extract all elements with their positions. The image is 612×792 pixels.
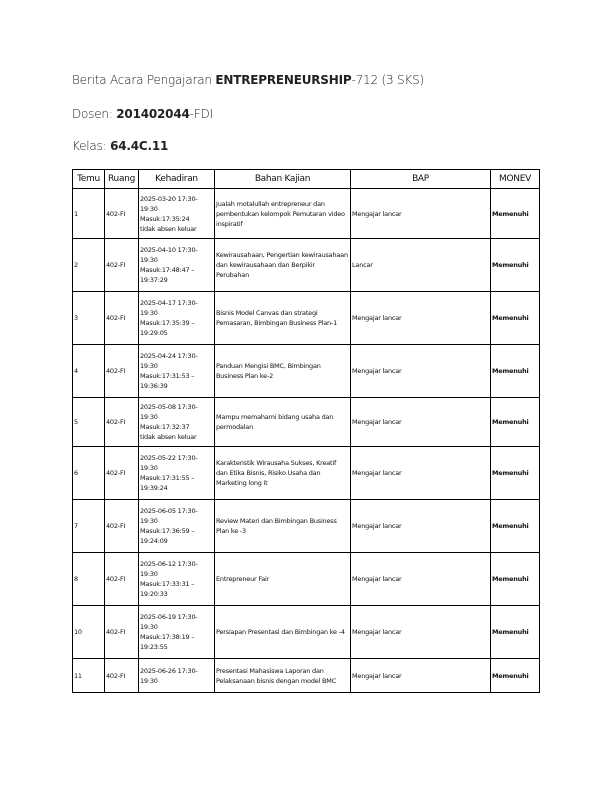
cell-bap: Lancar <box>351 239 491 292</box>
masuk-text: Masuk:17:35:39 – <box>140 319 195 327</box>
header-bahan-kajian: Bahan Kajian <box>215 170 351 189</box>
cell-ruang: 402-FI <box>105 553 139 606</box>
jadwal-text: 2025-03-20 17:30-19:30 <box>140 194 198 213</box>
course-code: -712 (3 SKS) <box>351 73 425 87</box>
cell-monev: Memenuhi <box>491 239 540 292</box>
table-row <box>73 447 540 500</box>
cell-bap: Mengajar lancar <box>351 345 491 398</box>
course-name: ENTREPRENEURSHIP <box>215 73 352 87</box>
cell-bap: Mengajar lancar <box>351 292 491 345</box>
cell-kehadiran <box>139 345 215 398</box>
header-monev: MONEV <box>491 170 540 189</box>
cell-monev: Memenuhi <box>491 606 540 659</box>
cell-kehadiran <box>139 553 215 606</box>
cell-bap: Mengajar lancar <box>351 659 491 693</box>
cell-bahan-kajian: Review Materi dan Bimbingan Business Plan ke -3 <box>215 500 351 553</box>
table-row <box>73 659 540 693</box>
header-bap: BAP <box>351 170 491 189</box>
header-temu: Temu <box>73 170 105 189</box>
masuk-text: Masuk:17:35:24 <box>140 214 190 223</box>
masuk-text: Masuk:17:36:59 – <box>140 527 195 535</box>
masuk-text: Masuk:17:32:37 <box>140 423 190 431</box>
cell-bap: Mengajar lancar <box>351 553 491 606</box>
table-row <box>73 292 540 345</box>
cell-bap: Mengajar lancar <box>351 500 491 553</box>
keluar-text: tidak absen keluar <box>140 224 197 233</box>
cell-bahan-kajian: Persiapan Presentasi dan Bimbingan ke -4 <box>215 606 351 659</box>
keluar-text: 19:24:09 <box>140 537 168 545</box>
cell-temu: 7 <box>73 500 105 553</box>
table-row <box>73 398 540 447</box>
cell-bahan-kajian: Entrepreneur Fair <box>215 553 351 606</box>
cell-kehadiran <box>139 239 215 292</box>
table-header-row <box>73 170 540 189</box>
cell-bahan-kajian: Presentasi Mahasiswa Laporan dan Pelaksanaan bisnis dengan model BMC <box>215 659 351 693</box>
cell-bahan-kajian: Panduan Mengisi BMC, Bimbingan Business Plan ke-2 <box>215 345 351 398</box>
cell-ruang: 402-FI <box>105 189 139 239</box>
table-row <box>73 606 540 659</box>
cell-monev: Memenuhi <box>491 398 540 447</box>
cell-ruang: 402-FI <box>105 659 139 693</box>
cell-monev: Memenuhi <box>491 447 540 500</box>
table-row <box>73 500 540 553</box>
attendance-table <box>72 169 540 693</box>
keluar-text: 19:39:24 <box>140 484 168 492</box>
table-row <box>73 345 540 398</box>
cell-temu: 3 <box>73 292 105 345</box>
cell-ruang: 402-FI <box>105 500 139 553</box>
cell-monev: Memenuhi <box>491 292 540 345</box>
cell-bahan-kajian: Karakteristik Wirausaha Sukses, Kreatif dan Etika Bisnis, Risiko Usaha dan Marketing long it <box>215 447 351 500</box>
cell-temu: 1 <box>73 189 105 239</box>
cell-temu: 10 <box>73 606 105 659</box>
jadwal-text: 2025-04-17 17:30-19:30 <box>140 299 198 317</box>
jadwal-text: 2025-06-05 17:30-19:30 <box>140 507 198 525</box>
cell-ruang: 402-FI <box>105 398 139 447</box>
cell-kehadiran <box>139 659 215 693</box>
kelas-label: Kelas: <box>72 139 111 153</box>
jadwal-text: 2025-05-08 17:30-19:30 <box>140 403 198 421</box>
cell-temu: 2 <box>73 239 105 292</box>
jadwal-text: 2025-06-19 17:30-19:30 <box>140 613 198 631</box>
dosen-label: Dosen: <box>72 107 117 121</box>
keluar-text: 19:36:39 <box>140 382 168 390</box>
dosen-line <box>72 107 213 121</box>
table-row <box>73 239 540 292</box>
dosen-code: -FDI <box>189 107 213 121</box>
cell-monev: Memenuhi <box>491 659 540 693</box>
masuk-text: Masuk:17:31:53 – <box>140 372 195 380</box>
masuk-text: Masuk:17:31:55 – <box>140 474 195 482</box>
keluar-text: 19:23:55 <box>140 643 168 651</box>
jadwal-text: 2025-04-24 17:30-19:30 <box>140 352 198 370</box>
masuk-text: Masuk:17:33:31 – <box>140 580 195 588</box>
cell-bahan-kajian: Mampu memahami bidang usaha dan permodalan <box>215 398 351 447</box>
cell-kehadiran <box>139 292 215 345</box>
cell-temu: 6 <box>73 447 105 500</box>
jadwal-text: 2025-05-22 17:30-19:30 <box>140 454 198 472</box>
cell-bap: Mengajar lancar <box>351 447 491 500</box>
cell-kehadiran <box>139 189 215 239</box>
cell-bahan-kajian: Bisnis Model Canvas dan strategi Pemasaran, Bimbingan Business Plan-1 <box>215 292 351 345</box>
cell-temu: 5 <box>73 398 105 447</box>
cell-bap: Mengajar lancar <box>351 398 491 447</box>
cell-kehadiran <box>139 500 215 553</box>
keluar-text: 19:37:29 <box>140 276 168 284</box>
table-row <box>73 189 540 239</box>
cell-ruang: 402-FI <box>105 447 139 500</box>
page-title <box>72 73 424 87</box>
cell-ruang: 402-FI <box>105 292 139 345</box>
keluar-text: 19:20:33 <box>140 590 168 598</box>
cell-monev: Memenuhi <box>491 500 540 553</box>
cell-kehadiran <box>139 398 215 447</box>
cell-monev: Memenuhi <box>491 553 540 606</box>
dosen-id: 201402044 <box>116 107 190 121</box>
cell-monev: Memenuhi <box>491 345 540 398</box>
cell-kehadiran <box>139 606 215 659</box>
keluar-text: 19:29:05 <box>140 329 168 337</box>
table-row <box>73 553 540 606</box>
cell-temu: 8 <box>73 553 105 606</box>
cell-bahan-kajian: Kewirausahaan, Pengertian kewirausahaan dan kewirausahaan dan Berpikir Perubahan <box>215 239 351 292</box>
cell-ruang: 402-FI <box>105 239 139 292</box>
header-ruang: Ruang <box>105 170 139 189</box>
cell-bahan-kajian: Jualah motalullah entrepreneur dan pembentukan kelompok Pemutaran video inspiratif <box>215 189 351 239</box>
cell-bap: Mengajar lancar <box>351 189 491 239</box>
keluar-text: tidak absen keluar <box>140 433 197 441</box>
cell-monev: Memenuhi <box>491 189 540 239</box>
title-prefix: Berita Acara Pengajaran <box>72 73 216 87</box>
jadwal-text: 2025-06-12 17:30-19:30 <box>140 560 198 578</box>
cell-ruang: 402-FI <box>105 345 139 398</box>
jadwal-text: 2025-04-10 17:30-19:30 <box>140 246 198 264</box>
jadwal-text: 2025-06-26 17:30-19:30 <box>140 666 198 685</box>
cell-ruang: 402-FI <box>105 606 139 659</box>
cell-bap: Mengajar lancar <box>351 606 491 659</box>
kelas-value: 64.4C.11 <box>110 139 169 153</box>
masuk-text: Masuk:17:48:47 – <box>140 266 195 274</box>
kelas-line <box>72 139 168 153</box>
cell-kehadiran <box>139 447 215 500</box>
cell-temu: 11 <box>73 659 105 693</box>
header-kehadiran: Kehadiran <box>139 170 215 189</box>
masuk-text: Masuk:17:38:19 – <box>140 633 195 641</box>
cell-temu: 4 <box>73 345 105 398</box>
